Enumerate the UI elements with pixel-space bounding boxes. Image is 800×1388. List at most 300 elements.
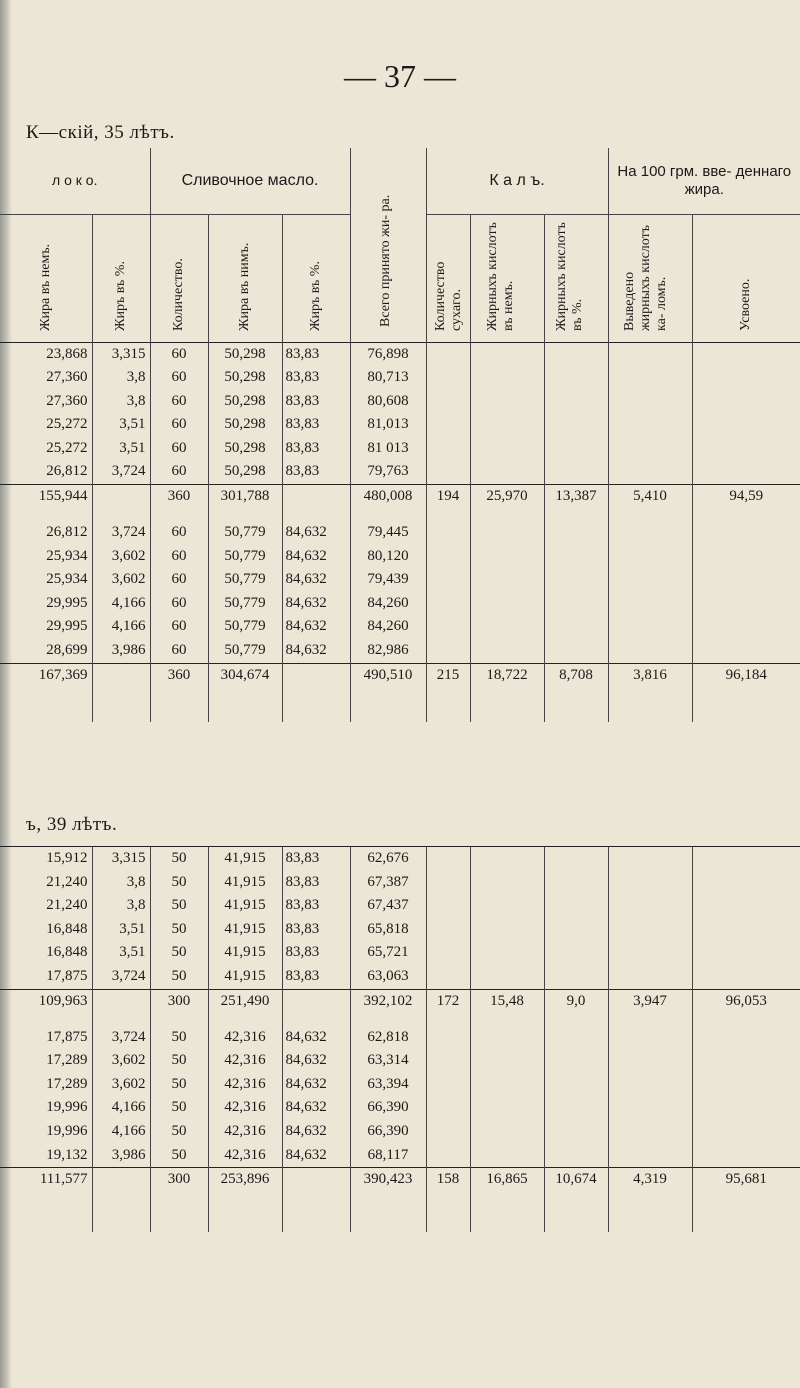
cell-col7 — [470, 1144, 544, 1168]
cell-col2: 60 — [150, 568, 208, 592]
cell-col4: 84,632 — [282, 521, 350, 545]
cell-col4: 84,632 — [282, 545, 350, 569]
cell-col9 — [608, 460, 692, 484]
cell-col1: 4,166 — [92, 1120, 150, 1144]
cell-col9: 3,816 — [608, 664, 692, 722]
cell-col0: 29,995 — [0, 592, 92, 616]
cell-col10 — [692, 894, 800, 918]
cell-col3: 304,674 — [208, 664, 282, 722]
cell-col7 — [470, 592, 544, 616]
cell-col10 — [692, 1049, 800, 1073]
cell-col10 — [692, 460, 800, 484]
cell-col5: 79,445 — [350, 521, 426, 545]
cell-col2: 50 — [150, 847, 208, 871]
cell-col10 — [692, 1120, 800, 1144]
cell-col10 — [692, 413, 800, 437]
cell-col2: 50 — [150, 894, 208, 918]
cell-col3: 301,788 — [208, 485, 282, 521]
cell-col9 — [608, 437, 692, 461]
cell-col7 — [470, 1073, 544, 1097]
cell-col10 — [692, 1026, 800, 1050]
table-row — [0, 941, 800, 965]
cell-col0: 155,944 — [0, 485, 92, 521]
cell-col7: 15,48 — [470, 990, 544, 1026]
cell-col0: 28,699 — [0, 639, 92, 663]
cell-col8 — [544, 871, 608, 895]
cell-col3: 50,298 — [208, 343, 282, 367]
cell-col0: 167,369 — [0, 664, 92, 722]
cell-col8 — [544, 366, 608, 390]
section1-total2 — [0, 664, 800, 722]
cell-col8 — [544, 918, 608, 942]
cell-col1: 3,8 — [92, 390, 150, 414]
cell-col2: 60 — [150, 521, 208, 545]
header-sub-4-cell — [282, 214, 350, 342]
cell-col6 — [426, 615, 470, 639]
cell-col7 — [470, 568, 544, 592]
cell-col2: 60 — [150, 545, 208, 569]
table-row — [0, 521, 800, 545]
cell-col5: 67,437 — [350, 894, 426, 918]
cell-col1: 3,8 — [92, 871, 150, 895]
section2-group1 — [0, 847, 800, 989]
cell-col6 — [426, 1120, 470, 1144]
cell-col6: 215 — [426, 664, 470, 722]
cell-col10 — [692, 1144, 800, 1168]
cell-col1: 3,986 — [92, 639, 150, 663]
cell-col1: 3,8 — [92, 894, 150, 918]
total-row — [0, 664, 800, 722]
cell-col6 — [426, 847, 470, 871]
cell-col3: 42,316 — [208, 1026, 282, 1050]
cell-col0: 15,912 — [0, 847, 92, 871]
cell-col6 — [426, 521, 470, 545]
cell-col7: 25,970 — [470, 485, 544, 521]
cell-col8 — [544, 965, 608, 989]
cell-col8 — [544, 460, 608, 484]
cell-col8 — [544, 1026, 608, 1050]
cell-col3: 50,298 — [208, 366, 282, 390]
cell-col1: 3,724 — [92, 460, 150, 484]
cell-col10: 95,681 — [725, 1171, 767, 1188]
cell-col6 — [426, 366, 470, 390]
table-row — [0, 847, 800, 871]
header-sub-2: Количество. — [171, 257, 186, 331]
cell-col1: 4,166 — [92, 592, 150, 616]
cell-col5: 80,120 — [350, 545, 426, 569]
cell-col7 — [470, 941, 544, 965]
cell-col7 — [470, 460, 544, 484]
cell-col2: 50 — [150, 918, 208, 942]
header-sub-0-cell — [0, 214, 92, 342]
table-section2 — [0, 846, 800, 1232]
cell-col4: 84,632 — [282, 1120, 350, 1144]
cell-col4: 83,83 — [282, 894, 350, 918]
cell-col3: 41,915 — [208, 871, 282, 895]
header-sub-1-cell — [92, 214, 150, 342]
cell-col4: 83,83 — [282, 460, 350, 484]
cell-col2: 60 — [150, 413, 208, 437]
cell-col3: 41,915 — [208, 847, 282, 871]
cell-col3: 50,779 — [208, 615, 282, 639]
cell-col8 — [544, 413, 608, 437]
cell-col4: 84,632 — [282, 615, 350, 639]
cell-col8 — [544, 343, 608, 367]
cell-col10: 96,184 — [725, 666, 767, 683]
cell-col9 — [608, 1026, 692, 1050]
table-row — [0, 390, 800, 414]
cell-col4: 83,83 — [282, 413, 350, 437]
header-sub-6-cell — [470, 214, 544, 342]
cell-col2: 60 — [150, 639, 208, 663]
cell-col6 — [426, 437, 470, 461]
cell-col5: 390,423 — [350, 1168, 426, 1232]
cell-col3: 50,779 — [208, 521, 282, 545]
cell-col4 — [282, 1168, 350, 1232]
header-sub-9-cell — [692, 214, 800, 342]
table-row — [0, 1120, 800, 1144]
header-sub-8: Выведено жирныхъ кислотъ ка- ломъ. — [622, 224, 670, 331]
cell-col4: 84,632 — [282, 1073, 350, 1097]
cell-col6 — [426, 1026, 470, 1050]
cell-col2: 360 — [150, 485, 208, 521]
cell-col7 — [470, 847, 544, 871]
section2-total1 — [0, 990, 800, 1026]
cell-col9 — [608, 390, 692, 414]
cell-col9: 3,947 — [608, 990, 692, 1026]
cell-col10 — [692, 521, 800, 545]
total-row — [0, 485, 800, 521]
cell-col4 — [282, 485, 350, 521]
cell-col3: 50,779 — [208, 568, 282, 592]
page-number: — 37 — — [344, 58, 456, 94]
table-row — [0, 1144, 800, 1168]
cell-col2: 60 — [150, 390, 208, 414]
cell-col5: 66,390 — [350, 1120, 426, 1144]
header-sub-6: Жирныхъ кислотъ въ немъ. — [485, 221, 517, 331]
cell-col7 — [470, 894, 544, 918]
cell-col5: 66,390 — [350, 1096, 426, 1120]
cell-col7 — [470, 343, 544, 367]
cell-col9 — [608, 343, 692, 367]
cell-col4: 83,83 — [282, 918, 350, 942]
cell-col2: 300 — [150, 1168, 208, 1232]
section1-group2 — [0, 521, 800, 663]
cell-col6 — [426, 1049, 470, 1073]
cell-col7 — [470, 965, 544, 989]
cell-col9 — [608, 1049, 692, 1073]
cell-col8 — [544, 894, 608, 918]
cell-col7 — [470, 390, 544, 414]
cell-col6 — [426, 918, 470, 942]
cell-col4: 84,632 — [282, 1049, 350, 1073]
cell-col4 — [282, 990, 350, 1026]
cell-col9 — [608, 918, 692, 942]
cell-col4: 83,83 — [282, 437, 350, 461]
cell-col10 — [692, 437, 800, 461]
cell-col1: 3,724 — [92, 965, 150, 989]
cell-col5: 63,314 — [350, 1049, 426, 1073]
cell-col4: 84,632 — [282, 1144, 350, 1168]
cell-col9: 5,410 — [608, 485, 692, 521]
cell-col2: 50 — [150, 1120, 208, 1144]
cell-col0: 109,963 — [0, 990, 92, 1026]
cell-col1: 3,51 — [92, 413, 150, 437]
cell-col10 — [692, 568, 800, 592]
header-moloko: л о к о. — [0, 148, 150, 214]
cell-col9 — [608, 545, 692, 569]
header-sub-5: Количество сухаго. — [433, 261, 465, 331]
cell-col1: 3,51 — [92, 941, 150, 965]
cell-col2: 50 — [150, 941, 208, 965]
cell-col6 — [426, 545, 470, 569]
cell-col1: 3,724 — [92, 521, 150, 545]
cell-col1: 3,602 — [92, 568, 150, 592]
cell-col7 — [470, 1049, 544, 1073]
header-vsego: Всего принято жи- ра. — [378, 195, 394, 328]
header-row-top — [0, 148, 800, 214]
cell-col5: 62,676 — [350, 847, 426, 871]
cell-col6 — [426, 894, 470, 918]
cell-col8 — [544, 1144, 608, 1168]
cell-col5: 81,013 — [350, 413, 426, 437]
cell-col8 — [544, 545, 608, 569]
header-sub-4: Жиръ въ %. — [308, 260, 323, 331]
cell-col0: 26,812 — [0, 460, 92, 484]
cell-col10 — [692, 1073, 800, 1097]
cell-col7 — [470, 615, 544, 639]
cell-col2: 300 — [150, 990, 208, 1026]
section2-total2 — [0, 1168, 800, 1232]
table-row — [0, 545, 800, 569]
cell-col8: 10,674 — [544, 1168, 608, 1232]
cell-col0: 27,360 — [0, 366, 92, 390]
cell-col7 — [470, 871, 544, 895]
cell-col9 — [608, 941, 692, 965]
cell-col0: 17,875 — [0, 965, 92, 989]
table-row — [0, 615, 800, 639]
cell-col6 — [426, 343, 470, 367]
cell-col8 — [544, 941, 608, 965]
cell-col1: 3,51 — [92, 437, 150, 461]
header-sub-8-cell — [608, 214, 692, 342]
cell-col9 — [608, 639, 692, 663]
cell-col2: 60 — [150, 437, 208, 461]
cell-col0: 17,289 — [0, 1049, 92, 1073]
cell-col5: 84,260 — [350, 592, 426, 616]
cell-col10 — [692, 366, 800, 390]
cell-col4: 83,83 — [282, 871, 350, 895]
cell-col10 — [692, 847, 800, 871]
cell-col2: 60 — [150, 366, 208, 390]
cell-col4: 83,83 — [282, 941, 350, 965]
header-kal: К а л ъ. — [426, 148, 608, 214]
cell-col8 — [544, 1049, 608, 1073]
cell-col8 — [544, 592, 608, 616]
cell-col7 — [470, 437, 544, 461]
cell-col6 — [426, 1144, 470, 1168]
cell-col4: 84,632 — [282, 1026, 350, 1050]
cell-col2: 360 — [150, 664, 208, 722]
header-sub-2-cell — [150, 214, 208, 342]
cell-col10 — [692, 941, 800, 965]
header-vsego-cell — [350, 148, 426, 342]
cell-col1: 3,724 — [92, 1026, 150, 1050]
cell-col5: 76,898 — [350, 343, 426, 367]
cell-col5: 80,713 — [350, 366, 426, 390]
cell-col5: 490,510 — [350, 664, 426, 722]
table-row — [0, 366, 800, 390]
cell-col1: 3,315 — [92, 847, 150, 871]
cell-col3: 41,915 — [208, 965, 282, 989]
header-sub-9: Усвоено. — [738, 278, 754, 331]
cell-col6 — [426, 1096, 470, 1120]
cell-col0: 19,996 — [0, 1120, 92, 1144]
cell-col3: 42,316 — [208, 1096, 282, 1120]
cell-col6 — [426, 941, 470, 965]
cell-col8 — [544, 847, 608, 871]
cell-col0: 19,996 — [0, 1096, 92, 1120]
cell-col0: 25,934 — [0, 545, 92, 569]
cell-col10 — [692, 390, 800, 414]
cell-col10 — [692, 1096, 800, 1120]
cell-col7 — [470, 1026, 544, 1050]
header-sub-1: Жиръ въ %. — [113, 260, 128, 331]
table-row — [0, 1026, 800, 1050]
cell-col1: 4,166 — [92, 615, 150, 639]
cell-col10: 96,053 — [725, 992, 767, 1009]
cell-col4: 83,83 — [282, 390, 350, 414]
cell-col0: 16,848 — [0, 918, 92, 942]
cell-col5: 63,063 — [350, 965, 426, 989]
cell-col1: 3,602 — [92, 1049, 150, 1073]
cell-col10 — [692, 545, 800, 569]
cell-col8 — [544, 390, 608, 414]
cell-col9 — [608, 592, 692, 616]
cell-col1 — [92, 664, 150, 722]
cell-col10 — [692, 615, 800, 639]
cell-col7 — [470, 521, 544, 545]
cell-col9 — [608, 847, 692, 871]
cell-col8: 9,0 — [544, 990, 608, 1026]
cell-col3: 41,915 — [208, 918, 282, 942]
cell-col1: 3,602 — [92, 1073, 150, 1097]
table-row — [0, 460, 800, 484]
cell-col1: 3,315 — [92, 343, 150, 367]
cell-col7 — [470, 1120, 544, 1144]
cell-col7 — [470, 366, 544, 390]
cell-col2: 60 — [150, 343, 208, 367]
cell-col7 — [470, 639, 544, 663]
cell-col8 — [544, 521, 608, 545]
cell-col8: 8,708 — [544, 664, 608, 722]
header-sub-3: Жира въ нимъ. — [237, 242, 252, 331]
cell-col4: 83,83 — [282, 366, 350, 390]
cell-col8 — [544, 1120, 608, 1144]
cell-col5: 79,763 — [350, 460, 426, 484]
cell-col10 — [692, 592, 800, 616]
cell-col2: 60 — [150, 460, 208, 484]
cell-col3: 41,915 — [208, 894, 282, 918]
cell-col0: 16,848 — [0, 941, 92, 965]
cell-col3: 50,298 — [208, 390, 282, 414]
cell-col4: 83,83 — [282, 343, 350, 367]
table-row — [0, 1049, 800, 1073]
header-sub-7-cell — [544, 214, 608, 342]
section2-title: ъ, 39 лѣтъ. — [26, 814, 118, 835]
table-row — [0, 871, 800, 895]
cell-col0: 27,360 — [0, 390, 92, 414]
cell-col1 — [92, 485, 150, 521]
cell-col5: 392,102 — [350, 990, 426, 1026]
cell-col0: 25,272 — [0, 413, 92, 437]
table-row — [0, 918, 800, 942]
cell-col3: 50,779 — [208, 592, 282, 616]
cell-col3: 42,316 — [208, 1073, 282, 1097]
cell-col6: 194 — [426, 485, 470, 521]
cell-col6: 158 — [426, 1168, 470, 1232]
cell-col7 — [470, 545, 544, 569]
cell-col5: 80,608 — [350, 390, 426, 414]
cell-col9 — [608, 1120, 692, 1144]
cell-col7 — [470, 918, 544, 942]
cell-col8 — [544, 1096, 608, 1120]
cell-col6 — [426, 871, 470, 895]
cell-col5: 79,439 — [350, 568, 426, 592]
cell-col1: 3,8 — [92, 366, 150, 390]
cell-col9: 4,319 — [608, 1168, 692, 1232]
cell-col3: 50,779 — [208, 545, 282, 569]
cell-col3: 41,915 — [208, 941, 282, 965]
cell-col9 — [608, 871, 692, 895]
cell-col8 — [544, 437, 608, 461]
cell-col3: 42,316 — [208, 1144, 282, 1168]
cell-col5: 65,818 — [350, 918, 426, 942]
cell-col7 — [470, 1096, 544, 1120]
cell-col10 — [692, 639, 800, 663]
cell-col2: 50 — [150, 1144, 208, 1168]
cell-col1: 4,166 — [92, 1096, 150, 1120]
cell-col4: 83,83 — [282, 965, 350, 989]
cell-col0: 17,875 — [0, 1026, 92, 1050]
cell-col5: 84,260 — [350, 615, 426, 639]
cell-col4: 84,632 — [282, 592, 350, 616]
table-row — [0, 437, 800, 461]
cell-col3: 50,298 — [208, 413, 282, 437]
cell-col0: 21,240 — [0, 871, 92, 895]
cell-col5: 82,986 — [350, 639, 426, 663]
cell-col6 — [426, 592, 470, 616]
cell-col9 — [608, 413, 692, 437]
cell-col3: 251,490 — [208, 990, 282, 1026]
cell-col1: 3,986 — [92, 1144, 150, 1168]
cell-col0: 21,240 — [0, 894, 92, 918]
cell-col7: 16,865 — [470, 1168, 544, 1232]
table-section1 — [0, 148, 800, 722]
cell-col10 — [692, 918, 800, 942]
cell-col1 — [92, 1168, 150, 1232]
cell-col6 — [426, 1073, 470, 1097]
section1-group1 — [0, 343, 800, 485]
cell-col4: 84,632 — [282, 639, 350, 663]
cell-col5: 81 013 — [350, 437, 426, 461]
cell-col0: 29,995 — [0, 615, 92, 639]
cell-col6 — [426, 568, 470, 592]
table-row — [0, 965, 800, 989]
cell-col2: 50 — [150, 1026, 208, 1050]
cell-col0: 25,934 — [0, 568, 92, 592]
cell-col1: 3,51 — [92, 918, 150, 942]
